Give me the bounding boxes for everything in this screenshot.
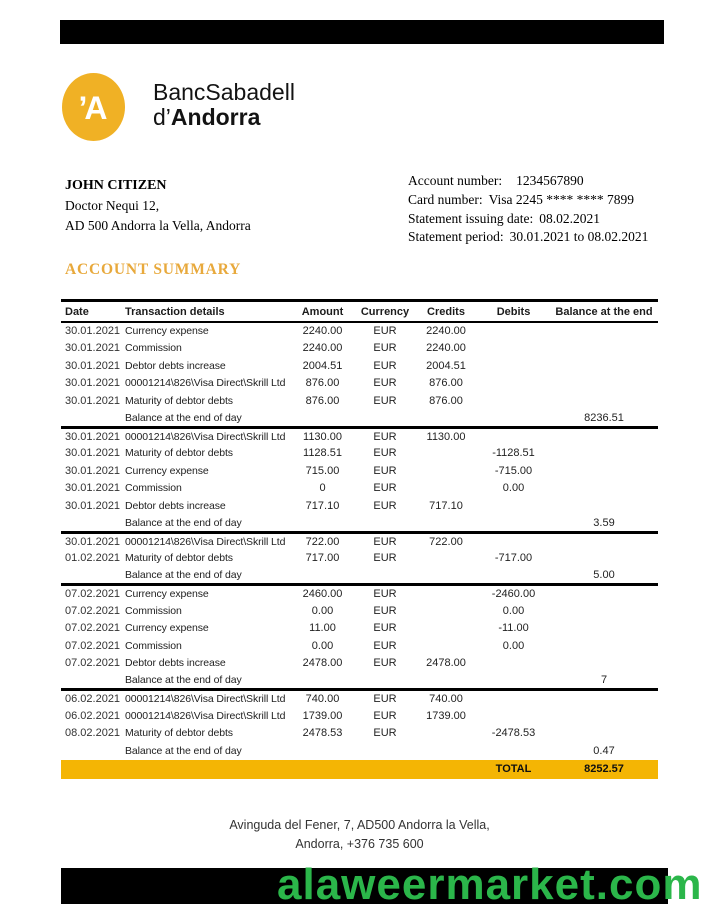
cell-credits	[415, 637, 477, 655]
cell-debits	[477, 515, 550, 533]
transaction-row	[61, 637, 658, 655]
header-date: Date	[61, 301, 123, 323]
cell-balance	[550, 445, 658, 463]
card-number-line	[408, 191, 648, 210]
cell-credits	[415, 567, 477, 585]
transaction-row	[61, 322, 658, 340]
cell-amount: 2478.00	[302, 657, 343, 670]
balance-row	[61, 515, 658, 533]
cell-amount: 2240.00	[302, 342, 343, 355]
cell-currency: EUR	[373, 464, 397, 477]
cell-date: 06.02.2021	[65, 693, 121, 705]
cell-currency: EUR	[373, 482, 397, 495]
account-info	[408, 172, 648, 247]
cell-debits	[477, 532, 550, 550]
cell-debits: -715.00	[494, 464, 533, 477]
cell-debits	[477, 427, 550, 445]
total-cell-empty	[290, 760, 355, 779]
cell-details: Balance at the end of day	[123, 672, 290, 690]
cell-date: 30.01.2021	[65, 394, 121, 407]
cell-currency: EUR	[373, 377, 397, 390]
transactions-table	[61, 299, 658, 779]
cell-balance	[550, 497, 658, 515]
cell-currency: EUR	[373, 709, 397, 722]
cell-credits	[415, 742, 477, 760]
cell-credits	[415, 585, 477, 603]
transaction-row	[61, 620, 658, 638]
customer-info	[65, 177, 251, 235]
cell-credits: 2478.00	[426, 657, 466, 670]
transaction-row	[61, 357, 658, 375]
transactions-body	[61, 322, 658, 760]
cell-balance	[550, 427, 658, 445]
cell-amount: 876.00	[305, 394, 340, 407]
cell-amount: 0.00	[311, 604, 334, 617]
total-label: TOTAL	[477, 760, 550, 779]
cell-details: Balance at the end of day	[123, 410, 290, 428]
transaction-row	[61, 725, 658, 743]
cell-debits: -1128.51	[492, 447, 535, 460]
cell-credits	[415, 462, 477, 480]
cell-details: Commission	[125, 482, 182, 495]
cell-details: Debtor debts increase	[125, 359, 226, 372]
cell-date: 30.01.2021	[65, 464, 121, 477]
transaction-row	[61, 707, 658, 725]
cell-details: Maturity of debtor debts	[125, 447, 233, 460]
cell-credits	[415, 550, 477, 568]
total-cell-empty	[123, 760, 290, 779]
customer-address-line2: AD 500 Andorra la Vella, Andorra	[65, 218, 251, 233]
top-black-bar	[60, 20, 664, 44]
transaction-row	[61, 532, 658, 550]
cell-details: Currency expense	[125, 325, 209, 338]
transaction-row	[61, 602, 658, 620]
cell-date: 07.02.2021	[65, 639, 121, 652]
brand-line2-prefix: d’	[153, 104, 171, 130]
cell-credits: 722.00	[429, 535, 463, 548]
cell-currency	[355, 672, 415, 690]
cell-debits: 0.00	[502, 482, 525, 495]
cell-debits	[477, 357, 550, 375]
cell-debits: 0.00	[502, 604, 525, 617]
cell-credits: 876.00	[429, 394, 463, 407]
cell-amount: 2240.00	[302, 325, 343, 338]
cell-debits	[477, 375, 550, 393]
cell-amount: 2460.00	[302, 588, 343, 600]
cell-date: 01.02.2021	[65, 552, 121, 565]
cell-balance	[550, 462, 658, 480]
cell-credits: 717.10	[429, 499, 463, 512]
total-row	[61, 760, 658, 779]
cell-balance	[550, 620, 658, 638]
cell-balance	[550, 707, 658, 725]
cell-amount	[290, 567, 355, 585]
cell-date: 30.01.2021	[65, 499, 121, 512]
header-currency: Currency	[355, 301, 415, 323]
cell-currency: EUR	[373, 447, 397, 460]
cell-balance	[550, 655, 658, 673]
footer-address-line2: Andorra, +376 735 600	[295, 837, 424, 851]
cell-credits: 1130.00	[426, 430, 466, 443]
cell-details: 00001214\826\Visa Direct\Skrill Ltd	[125, 693, 286, 705]
cell-balance	[550, 480, 658, 498]
bank-brand-name	[153, 80, 295, 130]
transaction-row	[61, 375, 658, 393]
cell-currency: EUR	[373, 359, 397, 372]
cell-amount: 0	[319, 482, 326, 495]
cell-balance	[550, 550, 658, 568]
cell-details: Debtor debts increase	[125, 657, 226, 670]
cell-balance	[550, 602, 658, 620]
header-debits: Debits	[477, 301, 550, 323]
balance-row	[61, 410, 658, 428]
account-number-value: 1234567890	[516, 173, 584, 188]
cell-currency: EUR	[373, 657, 397, 670]
cell-amount: 722.00	[305, 535, 340, 548]
table-header-row	[61, 301, 658, 323]
cell-date	[61, 672, 123, 690]
transaction-row	[61, 445, 658, 463]
cell-date: 07.02.2021	[65, 622, 121, 635]
cell-currency	[355, 567, 415, 585]
cell-amount	[290, 515, 355, 533]
cell-debits	[477, 742, 550, 760]
cell-balance	[550, 340, 658, 358]
cell-debits	[477, 392, 550, 410]
cell-date: 30.01.2021	[65, 447, 121, 460]
cell-amount: 740.00	[305, 693, 340, 705]
cell-credits	[415, 445, 477, 463]
cell-details: Commission	[125, 342, 182, 355]
transaction-row	[61, 480, 658, 498]
balance-row	[61, 567, 658, 585]
cell-details: Balance at the end of day	[123, 515, 290, 533]
cell-amount	[290, 742, 355, 760]
customer-address-line1: Doctor Nequi 12,	[65, 198, 160, 213]
cell-credits: 740.00	[429, 693, 463, 705]
cell-credits: 1739.00	[426, 709, 466, 722]
cell-details: Commission	[125, 639, 182, 652]
transactions-table-wrap	[61, 299, 658, 779]
cell-amount: 2004.51	[302, 359, 343, 372]
cell-balance	[550, 637, 658, 655]
cell-currency: EUR	[373, 588, 397, 600]
cell-details: 00001214\826\Visa Direct\Skrill Ltd	[125, 709, 286, 722]
cell-debits	[477, 672, 550, 690]
cell-currency: EUR	[373, 622, 397, 635]
cell-debits	[477, 707, 550, 725]
cell-credits: 2240.00	[426, 342, 466, 355]
cell-debits: -717.00	[494, 552, 533, 565]
cell-date: 30.01.2021	[65, 535, 121, 548]
cell-amount: 717.00	[305, 552, 340, 565]
cell-amount: 715.00	[305, 464, 340, 477]
cell-credits	[415, 410, 477, 428]
cell-currency: EUR	[373, 727, 397, 740]
transaction-row	[61, 392, 658, 410]
cell-date: 30.01.2021	[65, 377, 121, 390]
cell-amount	[290, 410, 355, 428]
statement-period-line	[408, 228, 648, 247]
cell-date: 08.02.2021	[65, 727, 121, 740]
cell-credits: 2004.51	[426, 359, 466, 372]
cell-details: Maturity of debtor debts	[125, 727, 233, 740]
cell-date: 30.01.2021	[65, 482, 121, 495]
cell-debits: -2460.00	[491, 588, 536, 600]
brand-line1: BancSabadell	[153, 79, 295, 105]
cell-amount: 1739.00	[302, 709, 343, 722]
cell-currency: EUR	[373, 535, 397, 548]
cell-balance: 7	[550, 672, 658, 690]
cell-date	[61, 410, 123, 428]
cell-amount: 717.10	[305, 499, 340, 512]
cell-debits: -11.00	[498, 622, 529, 635]
transaction-row	[61, 655, 658, 673]
cell-date: 30.01.2021	[65, 342, 121, 355]
cell-date: 30.01.2021	[65, 430, 121, 443]
section-title: ACCOUNT SUMMARY	[65, 261, 242, 278]
cell-currency: EUR	[373, 325, 397, 338]
cell-balance: 0.47	[593, 744, 615, 757]
transaction-row	[61, 340, 658, 358]
cell-amount: 11.00	[309, 622, 336, 635]
cell-debits	[477, 497, 550, 515]
total-cell-empty	[61, 760, 123, 779]
cell-currency: EUR	[373, 639, 397, 652]
cell-debits	[477, 410, 550, 428]
cell-balance	[550, 690, 658, 708]
cell-date	[61, 515, 123, 533]
cell-amount: 876.00	[305, 377, 340, 390]
cell-date: 30.01.2021	[65, 325, 121, 338]
cell-debits	[477, 567, 550, 585]
header-balance: Balance at the end	[550, 301, 658, 323]
cell-amount: 0.00	[311, 639, 334, 652]
balance-row	[61, 742, 658, 760]
cell-balance	[550, 375, 658, 393]
brand-line2	[153, 105, 295, 130]
header-amount: Amount	[290, 301, 355, 323]
card-number-value: Visa 2245 **** **** 7899	[488, 191, 635, 207]
cell-balance	[550, 357, 658, 375]
account-number-line	[408, 172, 648, 191]
total-value: 8252.57	[550, 760, 658, 779]
cell-details: 00001214\826\Visa Direct\Skrill Ltd	[125, 535, 286, 548]
cell-details: 00001214\826\Visa Direct\Skrill Ltd	[125, 430, 286, 443]
cell-credits	[415, 602, 477, 620]
cell-credits	[415, 620, 477, 638]
cell-currency: EUR	[373, 342, 397, 355]
cell-details: Debtor debts increase	[125, 499, 226, 512]
transaction-row	[61, 427, 658, 445]
header-credits: Credits	[415, 301, 477, 323]
cell-date: 30.01.2021	[65, 359, 121, 372]
cell-currency: EUR	[373, 693, 397, 705]
cell-debits: 0.00	[502, 639, 525, 652]
cell-currency	[355, 410, 415, 428]
cell-date: 07.02.2021	[65, 657, 121, 670]
transaction-row	[61, 497, 658, 515]
cell-currency: EUR	[373, 499, 397, 512]
total-cell-empty	[355, 760, 415, 779]
cell-balance	[550, 392, 658, 410]
cell-credits	[415, 672, 477, 690]
cell-balance: 5.00	[550, 567, 658, 585]
cell-date: 06.02.2021	[65, 709, 121, 722]
cell-debits	[477, 322, 550, 340]
cell-details: Balance at the end of day	[123, 567, 290, 585]
cell-debits: -2478.53	[491, 727, 536, 740]
cell-credits	[415, 515, 477, 533]
cell-currency	[355, 515, 415, 533]
watermark-text: alaweermarket.com	[277, 860, 703, 909]
cell-debits	[477, 690, 550, 708]
footer-address-line1: Avinguda del Fener, 7, AD500 Andorra la Vella,	[229, 818, 490, 832]
statement-issuing-date-label: Statement issuing date:	[408, 210, 534, 226]
cell-date: 07.02.2021	[65, 588, 121, 600]
bank-logo-ellipse-icon	[62, 73, 125, 141]
bank-logo-glyph: ’A	[78, 89, 105, 126]
cell-credits: 876.00	[429, 377, 463, 390]
cell-date	[61, 567, 123, 585]
transaction-row	[61, 690, 658, 708]
cell-details: Currency expense	[125, 622, 209, 635]
cell-currency: EUR	[373, 394, 397, 407]
cell-amount: 1128.51	[303, 447, 342, 460]
statement-issuing-date-line	[408, 210, 648, 229]
cell-details: Commission	[125, 604, 182, 617]
cell-currency: EUR	[373, 604, 397, 617]
cell-details: Currency expense	[125, 588, 209, 600]
cell-balance	[550, 725, 658, 743]
statement-period-value: 30.01.2021 to 08.02.2021	[509, 229, 649, 245]
cell-debits	[477, 340, 550, 358]
statement-issuing-date-value: 08.02.2021	[539, 210, 600, 226]
cell-amount	[290, 672, 355, 690]
cell-date: 07.02.2021	[65, 604, 121, 617]
cell-details: Balance at the end of day	[125, 744, 242, 757]
cell-balance: 8236.51	[550, 410, 658, 428]
card-number-label: Card number:	[408, 191, 483, 207]
cell-debits	[477, 655, 550, 673]
cell-balance	[550, 532, 658, 550]
cell-details: Maturity of debtor debts	[125, 552, 233, 565]
cell-amount: 2478.53	[302, 727, 343, 740]
cell-currency: EUR	[373, 552, 397, 565]
brand-line2-bold: Andorra	[170, 104, 261, 130]
cell-balance	[550, 585, 658, 603]
cell-currency: EUR	[373, 430, 397, 443]
header-transaction-details: Transaction details	[123, 301, 290, 323]
statement-period-label: Statement period:	[408, 229, 504, 245]
balance-row	[61, 672, 658, 690]
cell-date	[61, 742, 123, 760]
transaction-row	[61, 585, 658, 603]
account-number-label: Account number:	[408, 173, 503, 188]
cell-amount: 1130.00	[303, 430, 342, 443]
cell-currency	[355, 742, 415, 760]
cell-balance: 3.59	[550, 515, 658, 533]
transaction-row	[61, 550, 658, 568]
cell-details: 00001214\826\Visa Direct\Skrill Ltd	[125, 377, 286, 390]
cell-balance	[550, 322, 658, 340]
total-cell-empty	[415, 760, 477, 779]
cell-details: Currency expense	[125, 464, 209, 477]
cell-credits	[415, 725, 477, 743]
transaction-row	[61, 462, 658, 480]
bank-footer-address	[61, 816, 658, 854]
cell-credits	[415, 480, 477, 498]
customer-name: JOHN CITIZEN	[65, 178, 167, 193]
cell-credits: 2240.00	[426, 325, 466, 338]
cell-details: Maturity of debtor debts	[125, 394, 233, 407]
